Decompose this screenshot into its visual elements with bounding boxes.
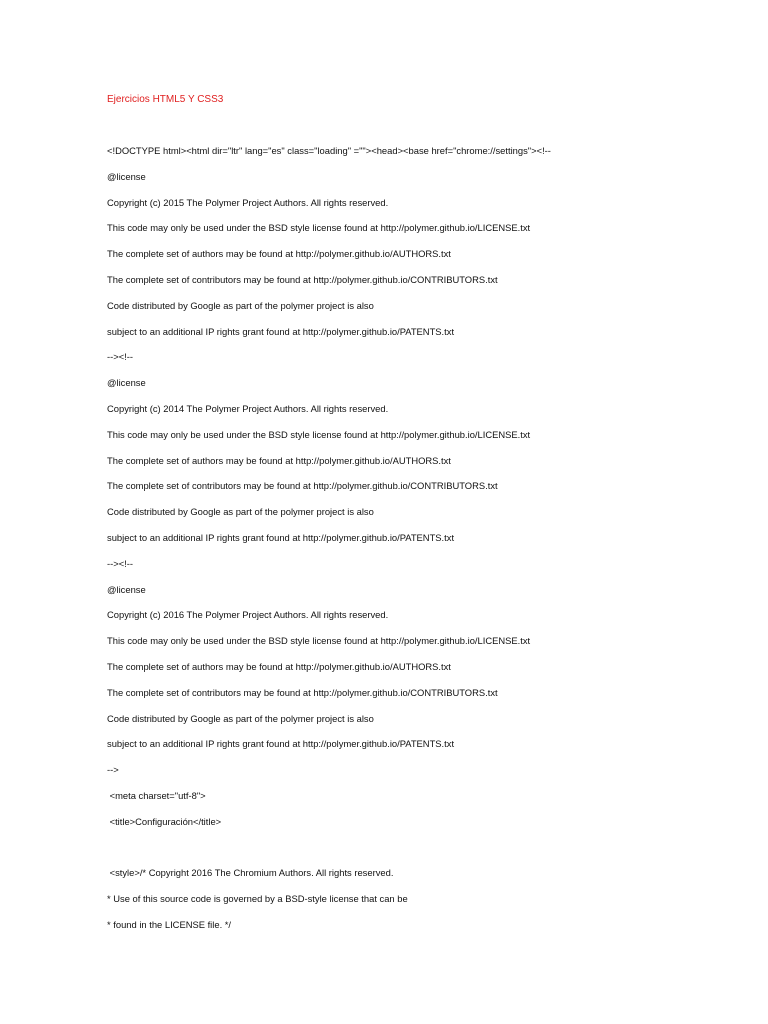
text-line: Copyright (c) 2014 The Polymer Project Authors. All rights reserved.: [107, 402, 389, 414]
text-line: This code may only be used under the BSD style license found at http://polymer.github.io/LICENSE.txt: [107, 635, 531, 647]
text-line: @license: [107, 377, 146, 389]
text-line: --><!--: [107, 351, 134, 363]
text-line: This code may only be used under the BSD style license found at http://polymer.github.io/LICENSE.txt: [107, 428, 531, 440]
text-line: Code distributed by Google as part of the polymer project is also: [107, 506, 374, 518]
text-line: <meta charset="utf-8">: [107, 789, 206, 801]
text-line: Code distributed by Google as part of the polymer project is also: [107, 712, 374, 724]
text-line: Copyright (c) 2015 The Polymer Project Authors. All rights reserved.: [107, 196, 389, 208]
text-line: [107, 842, 727, 868]
text-line: Code distributed by Google as part of the polymer project is also: [107, 299, 374, 311]
text-line: * found in the LICENSE file. */: [107, 918, 232, 930]
text-line: -->: [107, 764, 119, 776]
text-line: --><!--: [107, 557, 134, 569]
text-line: <style>/* Copyright 2016 The Chromium Authors. All rights reserved.: [107, 867, 394, 879]
text-line: subject to an additional IP rights grant found at http://polymer.github.io/PATENTS.txt: [107, 531, 455, 543]
text-line: subject to an additional IP rights grant found at http://polymer.github.io/PATENTS.txt: [107, 325, 455, 337]
text-line: The complete set of authors may be found at http://polymer.github.io/AUTHORS.txt: [107, 454, 451, 466]
text-line: * Use of this source code is governed by a BSD-style license that can be: [107, 893, 408, 905]
text-line: The complete set of contributors may be found at http://polymer.github.io/CONTRIBUTORS.txt: [107, 480, 498, 492]
text-line: The complete set of contributors may be found at http://polymer.github.io/CONTRIBUTORS.txt: [107, 686, 498, 698]
text-line: @license: [107, 170, 146, 182]
text-line: The complete set of authors may be found at http://polymer.github.io/AUTHORS.txt: [107, 248, 451, 260]
document-body: [107, 145, 727, 945]
text-line: The complete set of contributors may be found at http://polymer.github.io/CONTRIBUTORS.txt: [107, 273, 498, 285]
text-line: Copyright (c) 2016 The Polymer Project Authors. All rights reserved.: [107, 609, 389, 621]
text-line: The complete set of authors may be found at http://polymer.github.io/AUTHORS.txt: [107, 660, 451, 672]
text-line: <title>Configuración</title>: [107, 815, 222, 827]
text-line: This code may only be used under the BSD style license found at http://polymer.github.io/LICENSE.txt: [107, 222, 531, 234]
text-line: subject to an additional IP rights grant found at http://polymer.github.io/PATENTS.txt: [107, 738, 455, 750]
text-line: <!DOCTYPE html><html dir="ltr" lang="es" class="loading" =""><head><base href="chrome://settings"><!--: [107, 145, 551, 156]
text-line: @license: [107, 583, 146, 595]
document-title: Ejercicios HTML5 Y CSS3: [107, 94, 224, 105]
